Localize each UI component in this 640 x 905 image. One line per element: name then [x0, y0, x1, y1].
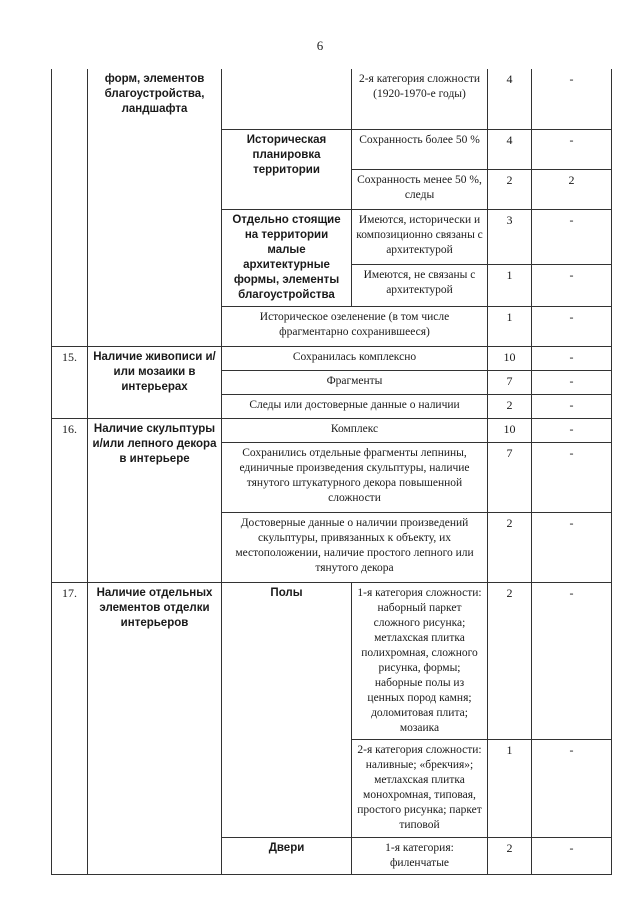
description-cell: Сохранность менее 50 %, следы: [352, 169, 488, 209]
empty-cell: [222, 69, 352, 129]
description-cell: Фрагменты: [222, 370, 488, 394]
subcriterion-cell: Двери: [222, 837, 352, 874]
extra-score-cell: -: [532, 306, 612, 346]
description-cell: 1-я категория сложности: наборный паркет сложного рисунка; метлахская плитка полихромная, сложного рисунка, формы; наборные полы из ценных пород камня; доломитовая плита; мозаика: [352, 582, 488, 739]
score-cell: 1: [488, 306, 532, 346]
description-cell: Историческое озеленение (в том числе фрагментарно сохранившееся): [222, 306, 488, 346]
score-cell: 3: [488, 209, 532, 265]
description-cell: Сохранность более 50 %: [352, 129, 488, 169]
extra-score-cell: -: [532, 394, 612, 418]
extra-score-cell: -: [532, 512, 612, 582]
score-cell: 2: [488, 394, 532, 418]
extra-score-cell: -: [532, 265, 612, 306]
description-cell: Имеются, исторически и композиционно связаны с архитектурой: [352, 209, 488, 265]
score-cell: 2: [488, 582, 532, 739]
subcriterion-cell: Историческая планировка территории: [222, 129, 352, 209]
description-cell: Сохранились отдельные фрагменты лепнины, единичные произведения скульптуры, наличие тянутого штукатурного декора повышенной сложности: [222, 442, 488, 512]
description-cell: 2-я категория сложности (1920-1970-е годы): [352, 69, 488, 129]
description-cell: Комплекс: [222, 418, 488, 442]
subcriterion-cell: Полы: [222, 582, 352, 837]
score-cell: 2: [488, 169, 532, 209]
description-cell: 2-я категория сложности: наливные; «брекчия»; метлахская плитка монохромная, типовая, простого рисунка; паркет типовой: [352, 739, 488, 837]
extra-score-cell: -: [532, 69, 612, 129]
score-cell: 7: [488, 442, 532, 512]
score-cell: 2: [488, 512, 532, 582]
description-cell: Имеются, не связаны с архитектурой: [352, 265, 488, 306]
page-number: 6: [316, 38, 324, 53]
extra-score-cell: -: [532, 209, 612, 265]
score-cell: 1: [488, 265, 532, 306]
criteria-table: [51, 69, 612, 875]
description-cell: Достоверные данные о наличии произведений скульптуры, привязанных к объекту, их местоположении, наличие простого лепного или тянутого декора: [222, 512, 488, 582]
row-number-cell: 17.: [52, 582, 88, 874]
score-cell: 7: [488, 370, 532, 394]
description-cell: 1-я категория: филенчатые: [352, 837, 488, 874]
criterion-cell: Наличие скульптуры и/или лепного декора в интерьере: [88, 418, 222, 582]
extra-score-cell: -: [532, 739, 612, 837]
extra-score-cell: -: [532, 418, 612, 442]
score-cell: 10: [488, 418, 532, 442]
extra-score-cell: -: [532, 582, 612, 739]
row-number-cell: 16.: [52, 418, 88, 582]
score-cell: 2: [488, 837, 532, 874]
extra-score-cell: -: [532, 442, 612, 512]
table-row: [52, 346, 612, 370]
table-row: [52, 418, 612, 442]
extra-score-cell: -: [532, 346, 612, 370]
row-number-cell: [52, 69, 88, 346]
table-row: [52, 582, 612, 739]
score-cell: 4: [488, 129, 532, 169]
description-cell: Сохранилась комплексно: [222, 346, 488, 370]
extra-score-cell: -: [532, 370, 612, 394]
extra-score-cell: 2: [532, 169, 612, 209]
criterion-cell: Наличие отдельных элементов отделки интерьеров: [88, 582, 222, 874]
score-cell: 4: [488, 69, 532, 129]
row-number-cell: 15.: [52, 346, 88, 418]
table-row: [52, 69, 612, 129]
extra-score-cell: -: [532, 129, 612, 169]
score-cell: 10: [488, 346, 532, 370]
criterion-cell: форм, элементов благоустройства, ландшафта: [88, 69, 222, 346]
extra-score-cell: -: [532, 837, 612, 874]
criterion-cell: Наличие живописи и/или мозаики в интерьерах: [88, 346, 222, 418]
subcriterion-cell: Отдельно стоящие на территории малые архитектурные формы, элементы благоустройства: [222, 209, 352, 306]
description-cell: Следы или достоверные данные о наличии: [222, 394, 488, 418]
score-cell: 1: [488, 739, 532, 837]
